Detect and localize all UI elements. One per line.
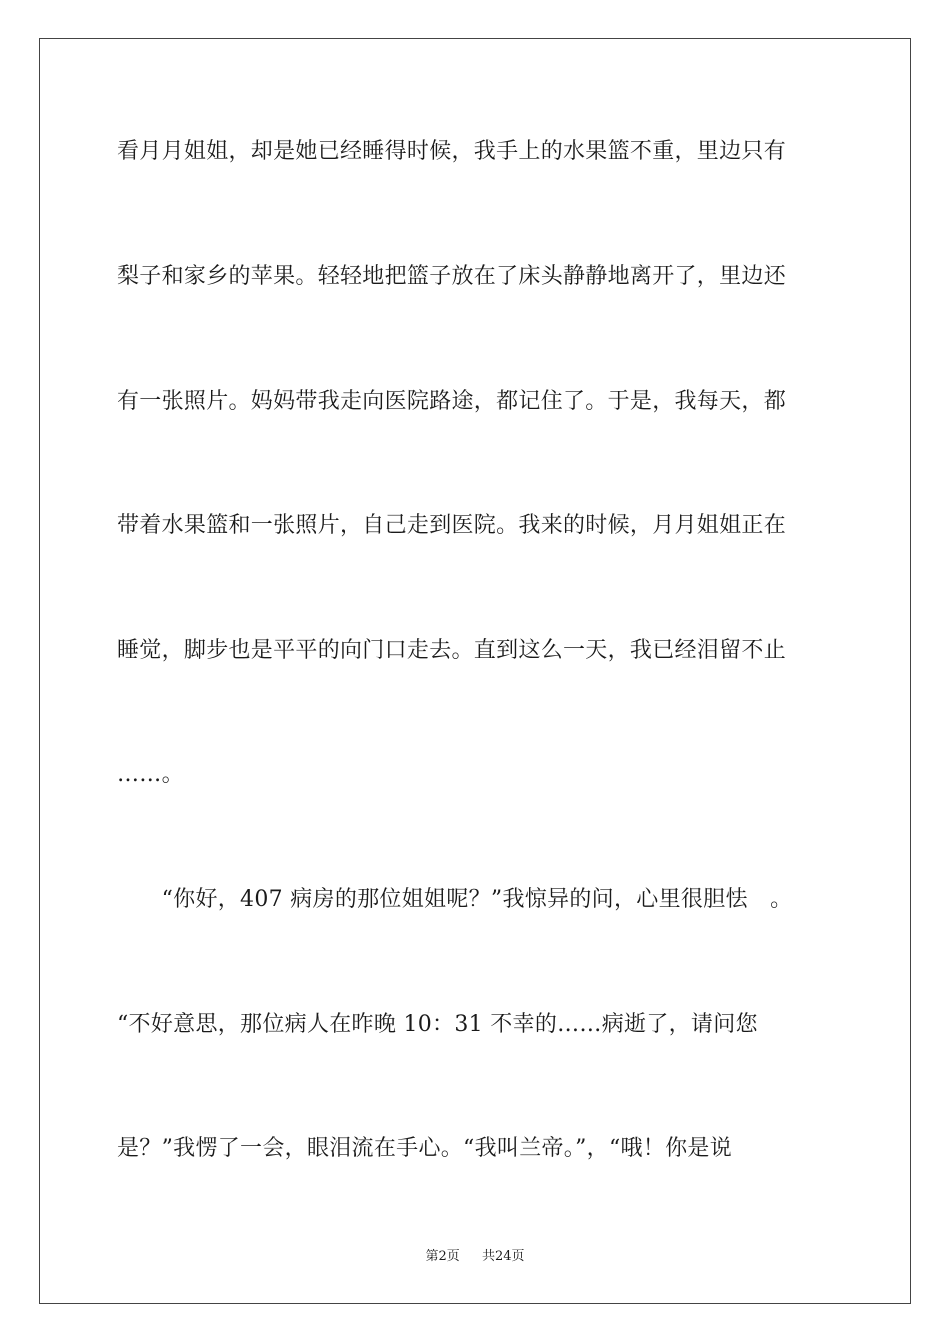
text-line: 睡觉，脚步也是平平的向门口走去。直到这么一天，我已经泪留不止 <box>117 638 787 663</box>
text-line: “你好，407 病房的那位姐姐呢？”我惊异的问，心里很胆怯 。 <box>117 887 793 912</box>
text-line: 带着水果篮和一张照片，自己走到医院。我来的时候，月月姐姐正在 <box>117 513 787 538</box>
page-number: 第2页 <box>425 1249 460 1264</box>
page-footer <box>0 1248 950 1266</box>
page-total: 共24页 <box>482 1249 525 1264</box>
text-line: ……。 <box>117 762 184 787</box>
page-border <box>39 38 911 1304</box>
text-line: 是？”我愣了一会，眼泪流在手心。“我叫兰帝。”，“哦！你是说 <box>117 1136 732 1161</box>
text-line: 有一张照片。妈妈带我走向医院路途，都记住了。于是，我每天，都 <box>117 389 787 414</box>
text-line: 看月月姐姐，却是她已经睡得时候，我手上的水果篮不重，里边只有 <box>117 139 787 164</box>
text-line: 梨子和家乡的苹果。轻轻地把篮子放在了床头静静地离开了，里边还 <box>117 264 787 289</box>
text-line: “不好意思，那位病人在昨晚 10：31 不幸的……病逝了，请问您 <box>117 1012 758 1037</box>
